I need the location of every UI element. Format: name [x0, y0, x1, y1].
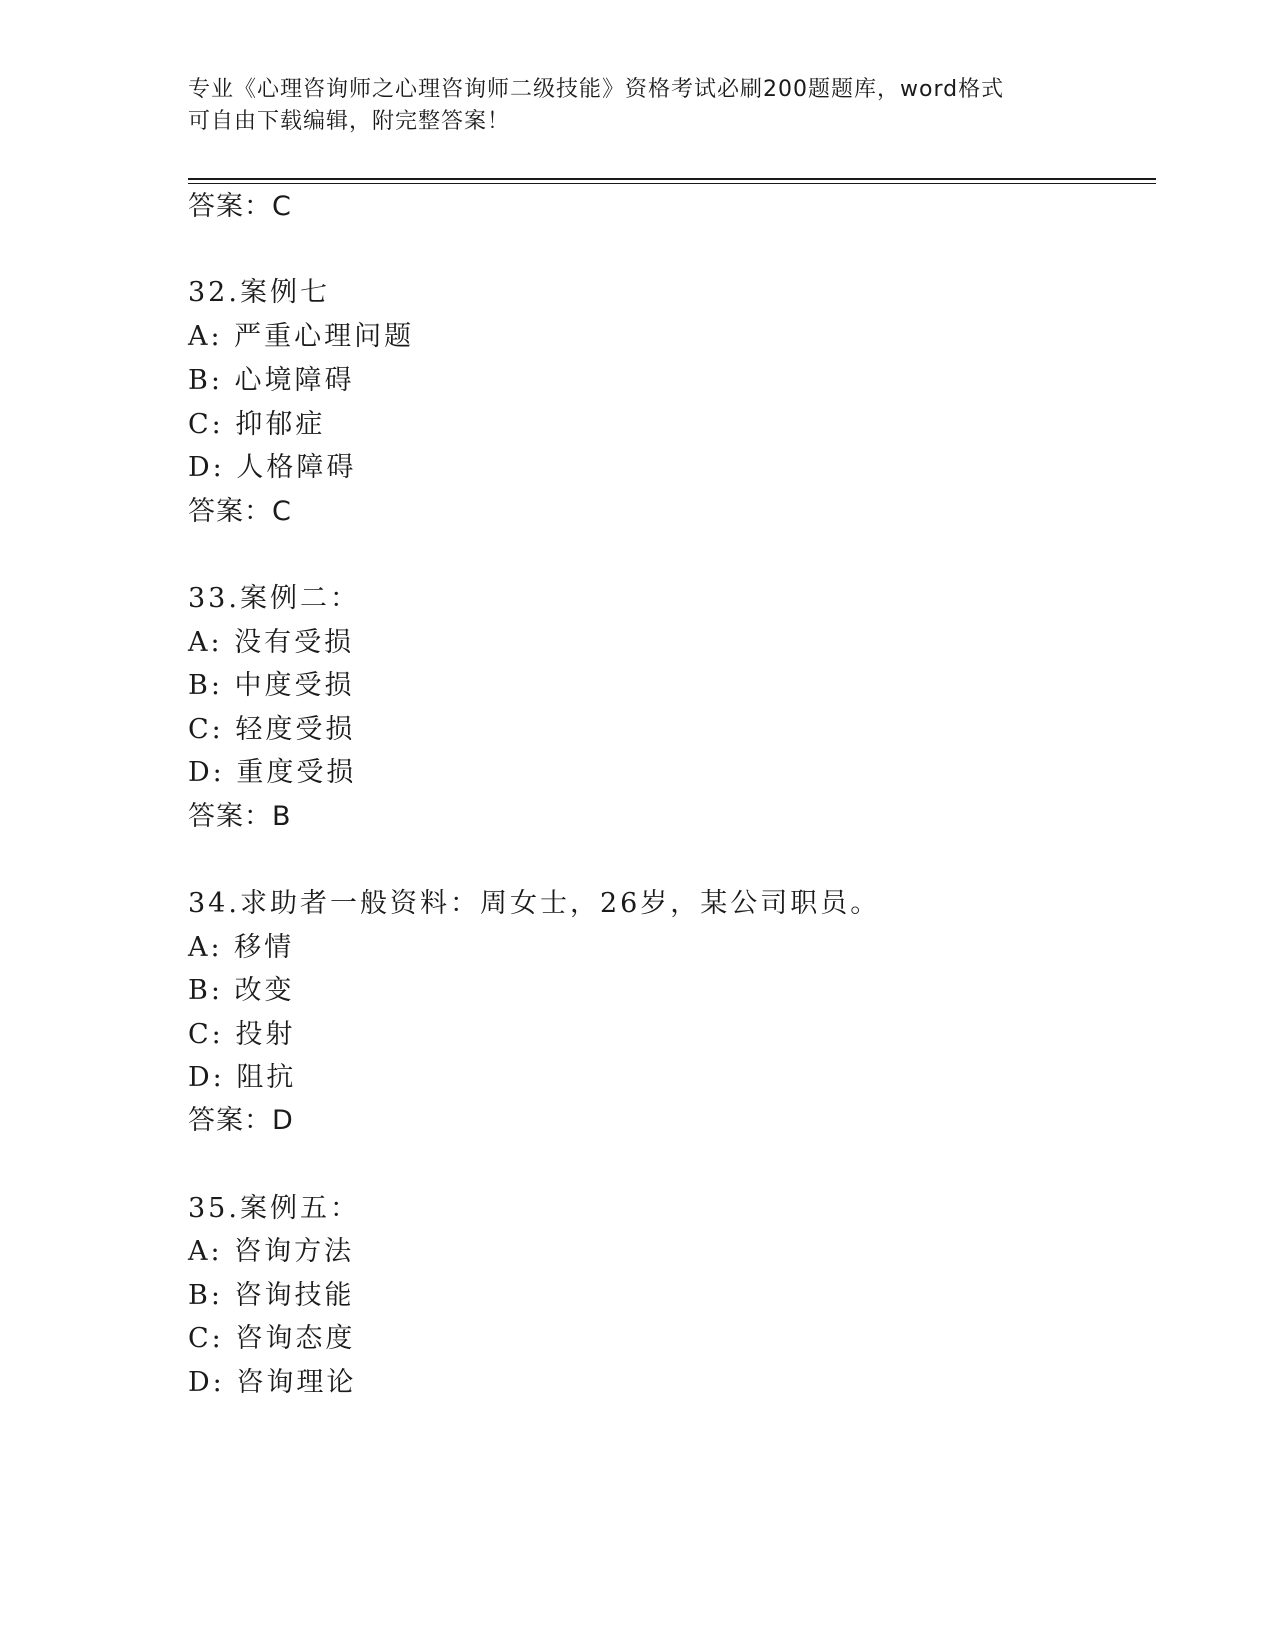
- question-35-title: 35.案例五：: [188, 1193, 360, 1224]
- question-33-option-d: D: 重度受损: [188, 757, 357, 788]
- answer-31: 答案：C: [188, 191, 292, 222]
- question-34-option-d: D: 阻抗: [188, 1062, 297, 1093]
- question-32-option-b: B: 心境障碍: [188, 365, 355, 396]
- question-35-option-d: D: 咨询理论: [188, 1367, 357, 1398]
- document-header: [188, 74, 1088, 138]
- question-32-option-c: C: 抑郁症: [188, 409, 326, 440]
- question-35-option-c: C: 咨询态度: [188, 1323, 356, 1354]
- question-33-option-b: B: 中度受损: [188, 670, 355, 701]
- answer-32: 答案：C: [188, 496, 292, 527]
- question-32-title: 32.案例七: [188, 277, 330, 308]
- header-divider-thin: [188, 183, 1156, 184]
- question-34-option-c: C: 投射: [188, 1019, 296, 1050]
- header-line-1: 专业《心理咨询师之心理咨询师二级技能》资格考试必刷200题题库，word格式: [188, 77, 1005, 102]
- answer-33: 答案：B: [188, 801, 292, 832]
- question-35-option-a: A: 咨询方法: [188, 1236, 355, 1267]
- header-line-2: 可自由下载编辑，附完整答案！: [188, 109, 511, 134]
- question-35-option-b: B: 咨询技能: [188, 1280, 355, 1311]
- question-33-title: 33.案例二：: [188, 583, 360, 614]
- question-32-option-a: A: 严重心理问题: [188, 321, 415, 352]
- question-34-option-b: B: 改变: [188, 975, 295, 1006]
- question-33-option-a: A: 没有受损: [188, 627, 355, 658]
- question-33-option-c: C: 轻度受损: [188, 714, 356, 745]
- question-34-option-a: A: 移情: [188, 932, 295, 963]
- answer-34: 答案：D: [188, 1105, 294, 1136]
- question-34-title: 34.求助者一般资料：周女士，26岁，某公司职员。: [188, 888, 881, 919]
- header-divider-thick: [188, 178, 1156, 180]
- question-32-option-d: D: 人格障碍: [188, 452, 357, 483]
